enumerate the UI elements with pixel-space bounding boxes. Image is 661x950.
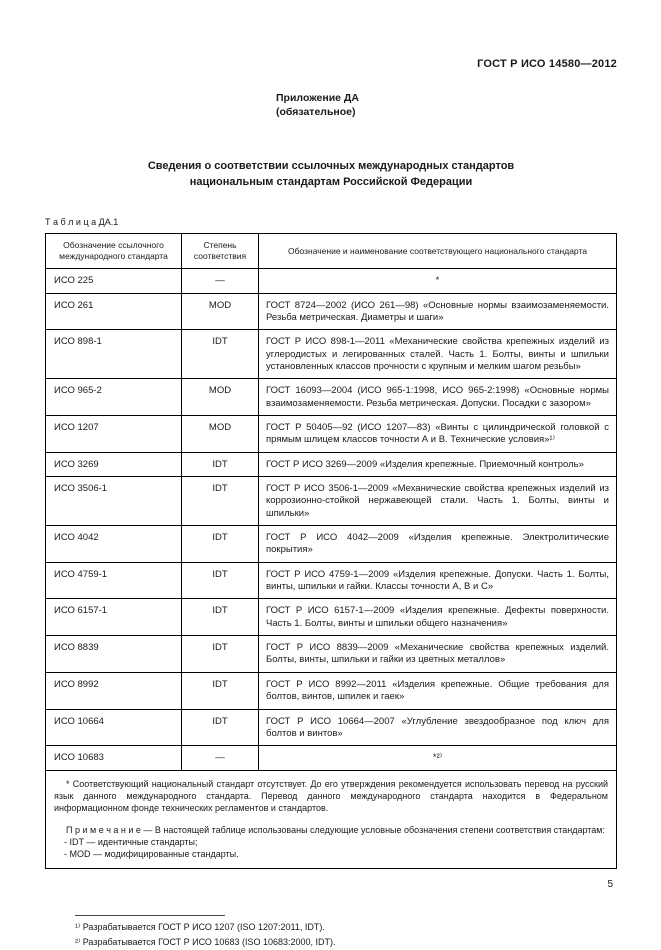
column-header-degree: Степень соответствия	[182, 234, 259, 269]
cell-national: ГОСТ Р 50405—92 (ИСО 1207—83) «Винты с цилиндрической головкой с прямым шлицем классов точности А и В. Технические условия»¹⁾	[259, 416, 617, 453]
footnotes-block	[75, 915, 617, 950]
cell-national: ГОСТ Р ИСО 8839—2009 «Механические свойства крепежных изделий. Болты, винты, шпильки и гайки из цветных металлов»	[259, 636, 617, 673]
cell-degree: IDT	[182, 452, 259, 476]
cell-national: ГОСТ Р ИСО 8992—2011 «Изделия крепежные. Общие требования для болтов, винтов, шпилек и гаек»	[259, 672, 617, 709]
table-row	[46, 709, 617, 746]
page-number: 5	[607, 879, 613, 890]
cell-degree: —	[182, 269, 259, 293]
cell-standard: ИСО 225	[46, 269, 182, 293]
star-footnote: * Соответствующий национальный стандарт отсутствует. До его утверждения рекомендуется использовать перевод на русский язык данного международного стандарта. Перевод данного международного стандарта находится в Федеральном информационном фонде технических регламентов и стандартов.	[54, 778, 608, 813]
cell-national: ГОСТ Р ИСО 3269—2009 «Изделия крепежные. Приемочный контроль»	[259, 452, 617, 476]
cell-standard: ИСО 10664	[46, 709, 182, 746]
cell-standard: ИСО 8839	[46, 636, 182, 673]
cell-national: ГОСТ Р ИСО 4042—2009 «Изделия крепежные. Электролитические покрытия»	[259, 526, 617, 563]
cell-national: *²⁾	[259, 746, 617, 770]
cell-national: ГОСТ Р ИСО 898-1—2011 «Механические свойства крепежных изделий из углеродистых и легированных сталей. Часть 1. Болты, винты и шпильки установленных классов прочности с крупным и мелким шагом резьбы»	[259, 330, 617, 379]
cell-standard: ИСО 898-1	[46, 330, 182, 379]
appendix-heading	[276, 92, 617, 119]
table-row	[46, 452, 617, 476]
footnote-2: ²⁾ Разрабатывается ГОСТ Р ИСО 10683 (ISO 10683:2000, IDT).	[75, 937, 336, 948]
table-header-row	[46, 234, 617, 269]
table-row	[46, 746, 617, 770]
section-title-line2: национальным стандартам Российской Федерации	[189, 176, 473, 189]
cell-standard: ИСО 4042	[46, 526, 182, 563]
table-notes-cell	[46, 770, 617, 869]
doc-number: ГОСТ Р ИСО 14580—2012	[477, 58, 617, 70]
table-row	[46, 636, 617, 673]
cell-national: ГОСТ 8724—2002 (ИСО 261—98) «Основные нормы взаимозаменяемости. Резьба метрическая. Диаметры и шаги»	[259, 293, 617, 330]
footnote-1: ¹⁾ Разрабатывается ГОСТ Р ИСО 1207 (ISO 1207:2011, IDT).	[75, 922, 325, 933]
table-row	[46, 269, 617, 293]
footnote-separator	[75, 915, 225, 916]
cell-degree: IDT	[182, 477, 259, 526]
appendix-subtitle: (обязательное)	[276, 105, 356, 118]
correspondence-table	[45, 233, 617, 869]
table-caption: Т а б л и ц а ДА.1	[45, 217, 119, 228]
table-row	[46, 477, 617, 526]
section-title	[45, 159, 617, 191]
cell-degree: IDT	[182, 526, 259, 563]
cell-standard: ИСО 6157-1	[46, 599, 182, 636]
cell-national: ГОСТ 16093—2004 (ИСО 965-1:1998, ИСО 965-2:1998) «Основные нормы взаимозаменяемости. Резьба метрическая. Допуски. Посадки с зазором»	[259, 379, 617, 416]
cell-standard: ИСО 4759-1	[46, 562, 182, 599]
note-label: П р и м е ч а н и е — В настоящей таблице использованы следующие условные обозначения степени соответствия стандартам:	[66, 824, 605, 835]
cell-degree: IDT	[182, 599, 259, 636]
cell-national: ГОСТ Р ИСО 4759-1—2009 «Изделия крепежные. Допуски. Часть 1. Болты, винты, шпильки и гайки. Классы точности А, В и С»	[259, 562, 617, 599]
cell-standard: ИСО 3506-1	[46, 477, 182, 526]
cell-degree: MOD	[182, 416, 259, 453]
cell-standard: ИСО 1207	[46, 416, 182, 453]
cell-standard: ИСО 3269	[46, 452, 182, 476]
note-item-idt: - IDT — идентичные стандарты;	[64, 837, 198, 848]
section-title-line1: Сведения о соответствии ссылочных международных стандартов	[147, 160, 515, 173]
table-row	[46, 330, 617, 379]
cell-degree: —	[182, 746, 259, 770]
table-row	[46, 599, 617, 636]
table-row	[46, 379, 617, 416]
table-row	[46, 416, 617, 453]
cell-standard: ИСО 8992	[46, 672, 182, 709]
column-header-national: Обозначение и наименование соответствующего национального стандарта	[259, 234, 617, 269]
cell-degree: IDT	[182, 562, 259, 599]
table-row	[46, 293, 617, 330]
cell-degree: IDT	[182, 330, 259, 379]
cell-degree: IDT	[182, 636, 259, 673]
cell-degree: MOD	[182, 293, 259, 330]
column-header-standard: Обозначение ссылочного международного стандарта	[46, 234, 182, 269]
table-notes-row	[46, 770, 617, 869]
cell-national: ГОСТ Р ИСО 10664—2007 «Углубление звездообразное под ключ для болтов и винтов»	[259, 709, 617, 746]
cell-standard: ИСО 261	[46, 293, 182, 330]
table-row	[46, 562, 617, 599]
cell-degree: IDT	[182, 672, 259, 709]
note-item-mod: - MOD — модифицированные стандарты.	[64, 849, 239, 860]
cell-national: ГОСТ Р ИСО 3506-1—2009 «Механические свойства крепежных изделий из коррозионно-стойкой нержавеющей стали. Часть 1. Болты, винты и шпильки»	[259, 477, 617, 526]
cell-standard: ИСО 965-2	[46, 379, 182, 416]
cell-standard: ИСО 10683	[46, 746, 182, 770]
table-row	[46, 672, 617, 709]
cell-degree: IDT	[182, 709, 259, 746]
cell-national: *	[259, 269, 617, 293]
cell-degree: MOD	[182, 379, 259, 416]
table-row	[46, 526, 617, 563]
appendix-title: Приложение ДА	[276, 92, 359, 104]
cell-national: ГОСТ Р ИСО 6157-1—2009 «Изделия крепежные. Дефекты поверхности. Часть 1. Болты, винты и шпильки общего назначения»	[259, 599, 617, 636]
